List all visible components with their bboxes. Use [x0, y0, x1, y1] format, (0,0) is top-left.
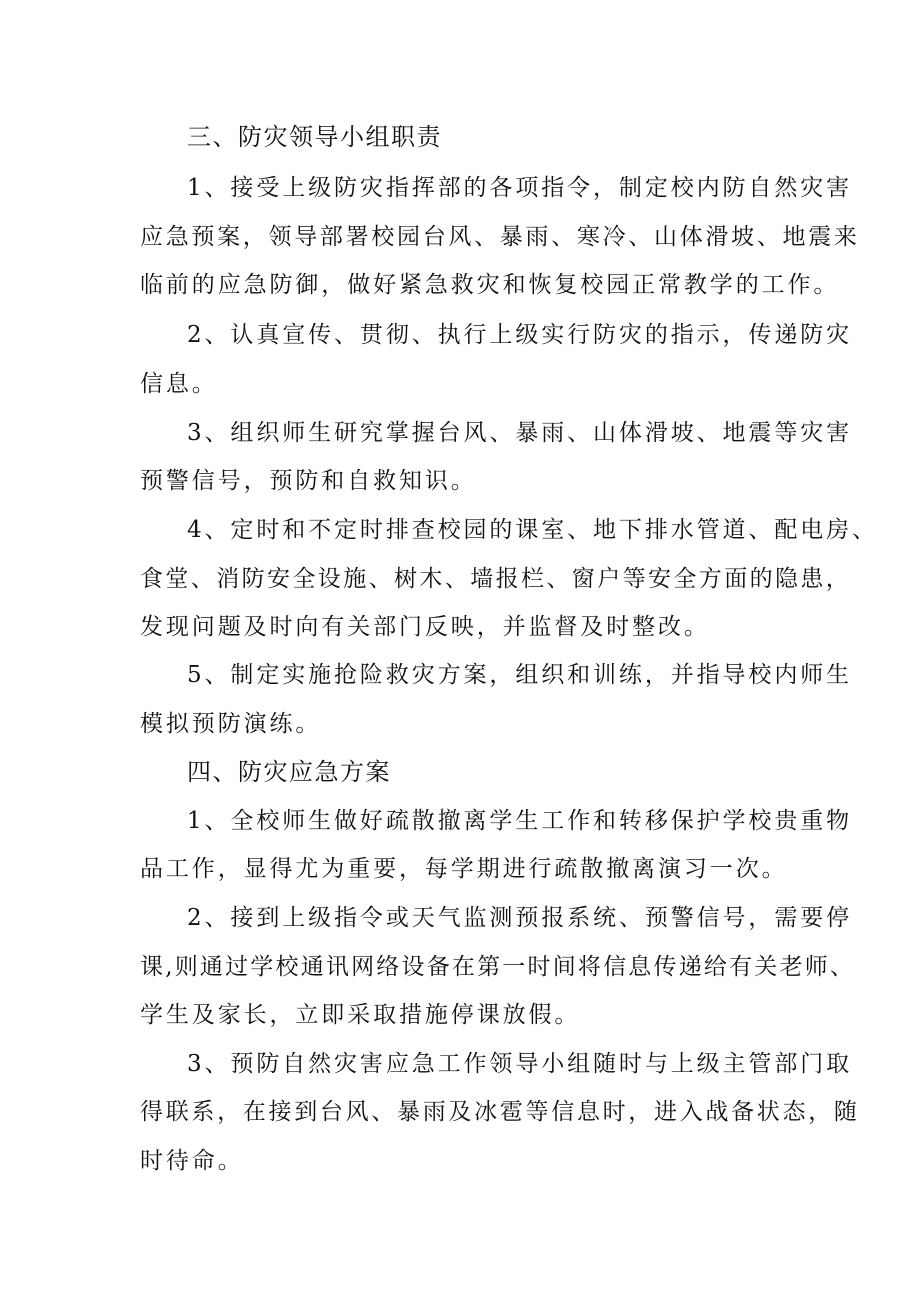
paragraph-line: 临前的应急防御，做好紧急救灾和恢复校园正常教学的工作。: [140, 272, 840, 298]
paragraph-line: 3、预防自然灾害应急工作领导小组随时与上级主管部门取: [187, 1051, 853, 1077]
paragraph-line: 5、制定实施抢险救灾方案，组织和训练，并指导校内师生: [187, 662, 853, 688]
paragraph-line: 发现问题及时向有关部门反映，并监督及时整改。: [140, 614, 710, 640]
paragraph-line: 1、全校师生做好疏散撤离学生工作和转移保护学校贵重物: [187, 808, 853, 834]
paragraph-line: 应急预案，领导部署校园台风、暴雨、寒冷、山体滑坡、地震来: [140, 224, 860, 250]
paragraph-line: 食堂、消防安全设施、树木、墙报栏、窗户等安全方面的隐患，: [140, 566, 852, 592]
paragraph-line: 学生及家长，立即采取措施停课放假。: [140, 1002, 581, 1028]
paragraph-line: 模拟预防演练。: [140, 711, 322, 737]
paragraph-line: 2、认真宣传、贯彻、执行上级实行防灾的指示，传递防灾: [187, 322, 853, 348]
paragraph-line: 3、组织师生研究掌握台风、暴雨、山体滑坡、地震等灾害: [187, 420, 853, 446]
paragraph-line: 品工作，显得尤为重要，每学期进行疏散撤离演习一次。: [140, 856, 788, 882]
paragraph-line: 时待命。: [140, 1148, 244, 1174]
paragraph-line: 预警信号，预防和自救知识。: [140, 468, 477, 494]
paragraph-line: 课,则通过学校通讯网络设备在第一时间将信息传递给有关老师、: [140, 954, 856, 980]
paragraph-line: 1、接受上级防灾指挥部的各项指令，制定校内防自然灾害: [187, 175, 853, 201]
section-heading-3: 三、防灾领导小组职责: [187, 123, 442, 151]
section-heading-4: 四、防灾应急方案: [187, 758, 391, 786]
paragraph-line: 2、接到上级指令或天气监测预报系统、预警信号，需要停: [187, 905, 853, 931]
paragraph-line: 得联系，在接到台风、暴雨及冰雹等信息时，进入战备状态，随: [140, 1099, 860, 1125]
paragraph-line: 4、定时和不定时排查校园的课室、地下排水管道、配电房、: [187, 517, 878, 543]
paragraph-line: 信息。: [140, 371, 218, 397]
